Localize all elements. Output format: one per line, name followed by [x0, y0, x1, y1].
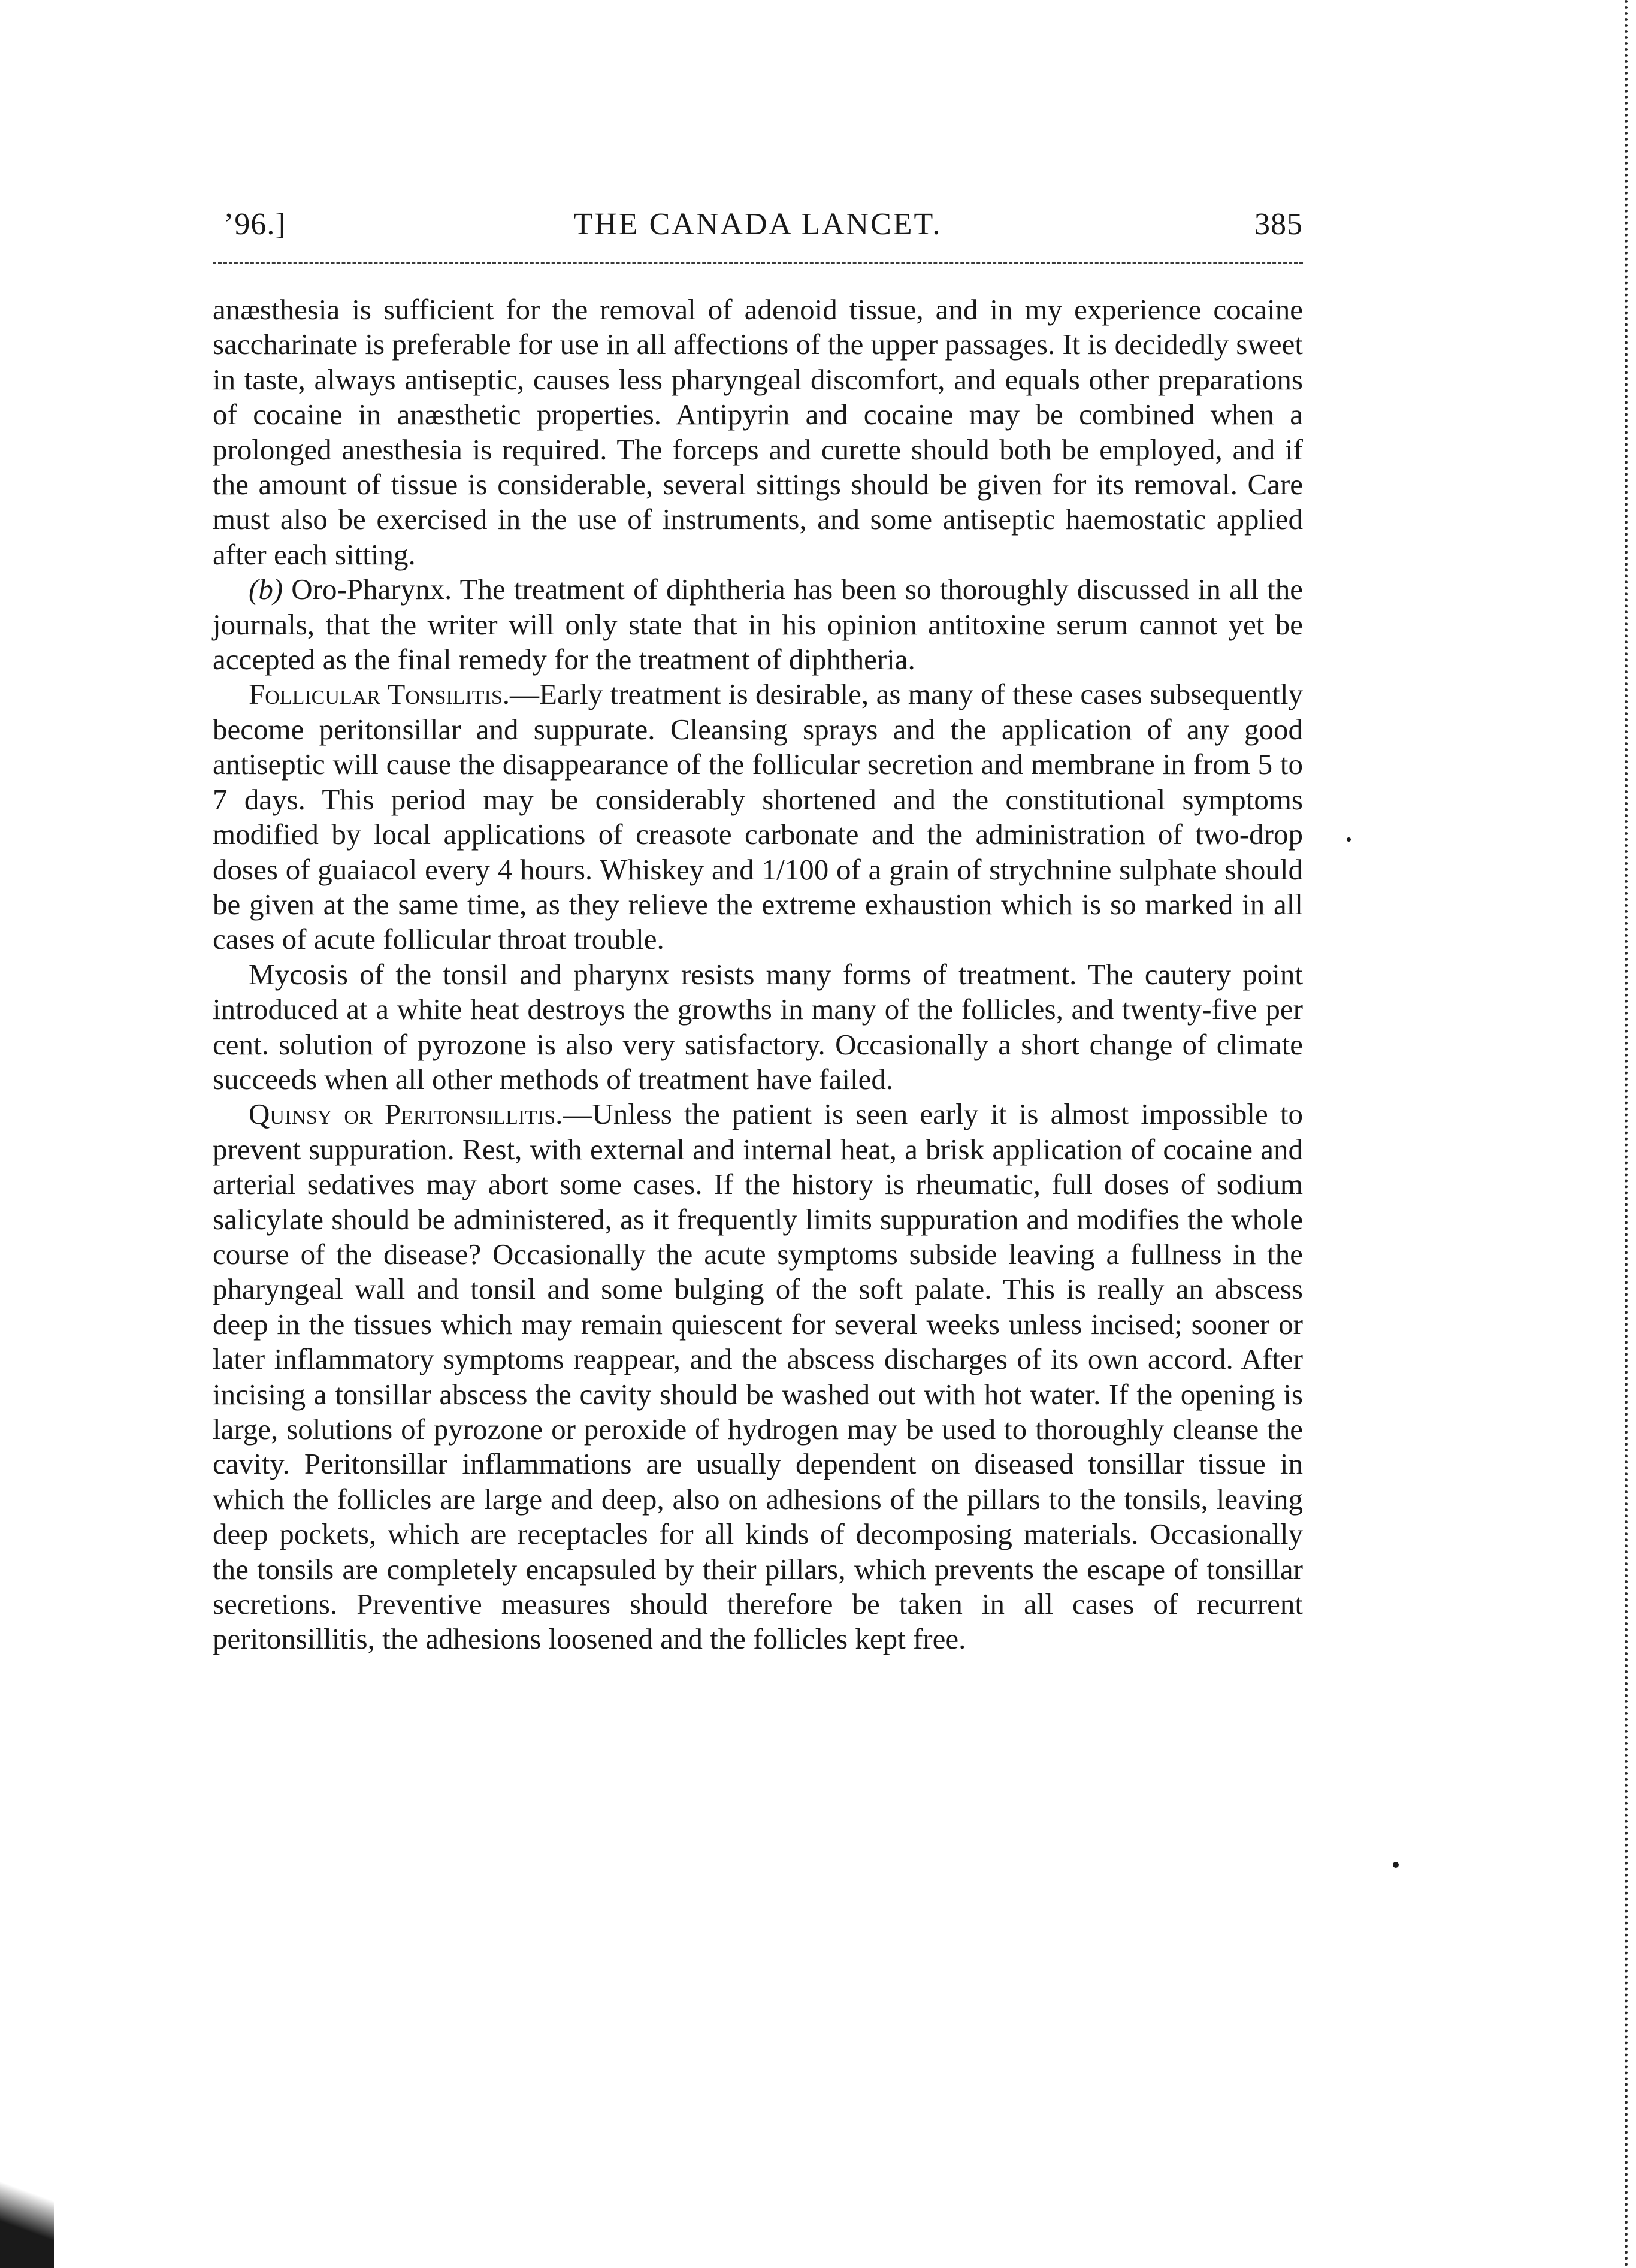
running-header-title: THE CANADA LANCET. [573, 207, 942, 241]
section-heading-quinsy: Quinsy or Peritonsillitis. [249, 1097, 563, 1131]
running-header [213, 207, 1303, 249]
header-rule [213, 262, 1303, 264]
paragraph-follicular-tonsilitis [213, 677, 1303, 957]
article-body [213, 292, 1303, 1657]
paragraph-mycosis [213, 957, 1303, 1097]
paragraph-text: —Unless the patient is seen early it is almost impossible to prevent suppuration. Rest, with external and internal heat, a brisk application of cocaine and arterial sedatives may abort some cases. If the history is rheumatic, full doses of sodium salicylate should be administered, as it frequently limits suppuration and modifies the whole course of the disease? Occasionally the acute symptoms subside leaving a fullness in the pharyngeal wall and tonsil and some bulging of the soft palate. This is really an abscess deep in the tissues which may remain quiescent for several weeks unless incised; sooner or later inflammatory symptoms reappear, and the abscess discharges of its own accord. After incising a tonsillar abscess the cavity should be washed out with hot water. If the opening is large, solutions of pyrozone or peroxide of hydrogen may be used to thoroughly cleanse the cavity. Peritonsillar inflammations are usually dependent on diseased tonsillar tissue in which the follicles are large and deep, also on adhesions of the pillars to the tonsils, leaving deep pockets, which are receptacles for all kinds of decomposing materials. Occasionally the tonsils are completely encapsuled by their pillars, which prevents the escape of tonsillar secretions. Preventive measures should therefore be taken in all cases of recurrent peritonsillitis, the adhesions loosened and the follicles kept free. [213, 1097, 1303, 1656]
paragraph-text: —Early treatment is desirable, as many of these cases subsequently become peritonsillar and suppurate. Cleansing sprays and the application of any good antiseptic will cause the disappearance of the follicular secretion and membrane in from 5 to 7 days. This period may be considerably shortened and the constitutional symptoms modified by local applications of creasote carbonate and the administration of two-drop doses of guaiacol every 4 hours. Whiskey and 1/100 of a grain of strychnine sulphate should be given at the same time, as they relieve the extreme exhaustion which is so marked in all cases of acute follicular throat trouble. [213, 678, 1304, 956]
paragraph-label: (b) [249, 573, 283, 606]
paragraph-quinsy [213, 1097, 1303, 1657]
page-edge-shadow [1625, 0, 1628, 2268]
paragraph-text: Oro-Pharynx. The treatment of diphtheria has been so thoroughly discussed in all the journals, that the writer will only state that in his opinion antitoxine serum cannot yet be accepted as the final remedy for the treatment of diphtheria. [213, 573, 1303, 676]
paragraph-text: Mycosis of the tonsil and pharynx resists many forms of treatment. The cautery point introduced at a white heat destroys the growths in many of the follicles, and twenty-five per cent. solution of pyrozone is also very satisfactory. Occasionally a short change of climate succeeds when all other methods of treatment have failed. [213, 957, 1303, 1096]
page-number: 385 [1254, 207, 1303, 241]
ink-speck [1347, 837, 1351, 842]
paragraph-text: anæsthesia is sufficient for the removal of adenoid tissue, and in my experience cocaine saccharinate is preferable for use in all affections of the upper passages. It is decidedly sweet in taste, always antiseptic, causes less pharyngeal discomfort, and equals other preparations of cocaine in anæsthetic properties. Antipyrin and cocaine may be combined when a prolonged anesthesia is required. The forceps and curette should both be employed, and if the amount of tissue is considerable, several sittings should be given for its removal. Care must also be exercised in the use of instruments, and some antiseptic haemostatic applied after each sitting. [213, 293, 1303, 571]
paragraph-adenoid-anaesthesia [213, 292, 1303, 572]
paragraph-oro-pharynx [213, 572, 1303, 677]
ink-speck [1393, 1862, 1399, 1868]
section-heading-follicular-tonsilitis: Follicular Tonsilitis. [249, 678, 510, 711]
scan-corner-shadow [0, 2154, 54, 2268]
running-header-date: ’96.] [223, 207, 286, 241]
